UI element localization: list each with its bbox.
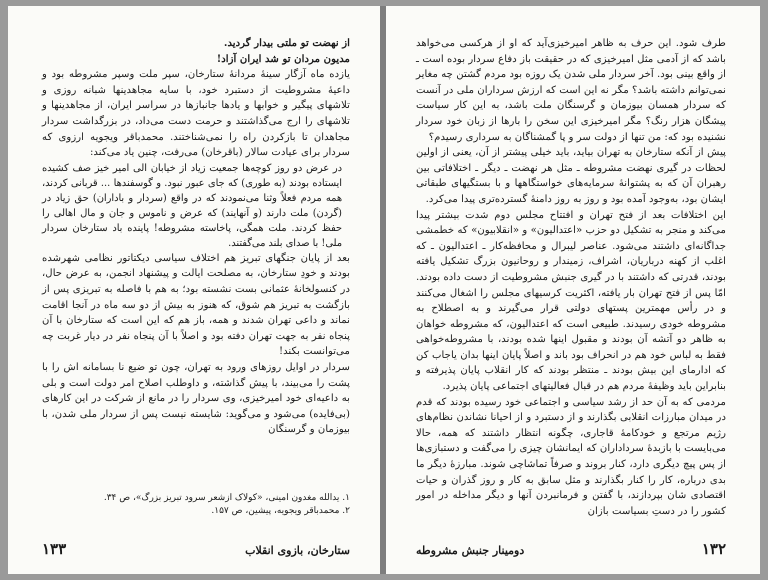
right-page [386,6,760,574]
footnotes [42,492,350,518]
paragraph: بعد از پایان جنگهای تبریز هم اختلاف سیاسی دیکتاتور نظامی شهرشده بودند و خودِ ستارخان، به مصلحت ایالت و پیشنهاد انجمن، به عرض حال، در کنسولخانهٔ عثمانی بست نشسته بود؛ به هم با فاصله به تبریزی پس از بازگشت به تبریز هم شوق، که هنوز به بیش از دو سه ماه در آنجا اقامت نماند و داعی تهران شدند و همه، باز هم که این است که ستارخان با آن پنجاه نفر به جهت تهران دفته بود و اصلاً با آن پنجاه نفر در دیار غربت چه می‌توانست بکند! [42,252,350,358]
footnote: ۱. یدالله مغدون امینی، «کولاک ازشعر سرود تبریز بزرگ»، ص ۳۴. [103,493,350,503]
verse-line: مدیون مردان تو شد ایران آزاد! [216,52,350,65]
page-number: ۱۳۳ [42,540,67,558]
quote-block: در عرض دو روز کوچه‌ها جمعیت زیاد از خیابان الی امیر خیز صف کشیده ایستاده بودند (به طوری) که جای عبور نبود. و گوسفند‌ها ... قربانی کردند، همه مردم فعلاً وثنا می‌نمودند که در واقع (سردار و باداران) حق زیاد در (گردن) ملت دارند (و آنهایند) که عرض و ناموس و جان و مال اهالی را حفظ کردند. ملت همگی، پاخاسته مشروطه! پاینده باد ستارخان سردار ملی! با صدای بلند می‌گفتند. [42,162,342,249]
left-page [8,6,380,574]
verse-block [42,36,350,67]
paragraph: سردار در اوایل روزهای ورود به تهران، چون تو ضیع نا بسامانه اش را با پشت را می‌بیند، با پیش گذاشته، و داوطلب اصلاح امر دولت است و بلی به داعیه‌ای خود امیرخیزی، وی سردار را در مانع از شرکت در این کارهای (بی‌فایده) می‌شود و می‌گوید: شایسته نیست پس از سردار ملی شدن، با بیوزمان و گرسنگان [42,361,350,436]
paragraph: طرف شود. این حرف به ظاهر امیرخیزی‌آید که او از هرکسی می‌خواهد باشد که از آدمی مثل امیرخیزی که در حقیقت باز دفاع سردار بوده است ـ از واقع بینی بود. آخر سردار ملی شدن یک روزه بود مردم گشتن چه مغایر نمی‌توانم داشته باشد؟ مگر نه این است که ارزش سرداران ملی در آنست که سردار همسان بیوزمان و گرسنگان ملت باشد، به این کار سیاست پیشگان هزار رنگ؟ مگر امیرخیزی این سخن را بارها از زبان خود سردار نشنیده بود که: من تنها از دولت سر و پا گمشناگان به سرداری رسیدم؟ [416,38,726,143]
page-footer [416,540,726,558]
paragraph: مردمی که به آن حد از رشد سیاسی و اجتماعی خود رسیده بودند که قدم در میدان مبارزات انقلابی بگذارند و از دستبرد و از احیانا نشاندن نظام‌های رژیم مرتجع و خودکامهٔ قاجاری، چگونه انتظار داشتند که همه، حالا می‌بایست با بازبدهٔ سرداداران که ایمانشان چیزی را می‌گفت و دستبازی‌ها از پس پیچ دیگری دارد، کنار بروند و صرفاً تماشاچی شوند. مبارزهٔ دیگر ما بدی درباره، کار را کنار بگذارند و مثل سابق به کار و روز گذران و حیات اقتصادی شان بپردازند، با گفتن و فرمانبردن آنها و دیگر مداخله در امور کشور را در دستِ بسیاست بازان [416,396,726,517]
paragraph: این اختلافات بعد از فتح تهران و افتتاح مجلس دوم شدت بیشتر پیدا می‌کند و منجر به تشکیل دو حزب «اعتدالیون» و «انقلابیون» که خطمشی جداگانه‌ای داشتند می‌شود. عناصر لیبرال و محافظه‌کار ـ اعتدالیون ـ که اغلب از کهنه درباریان، اشراف، زمیندار و روحانیون بزرگ تشکیل یافته بودند، قدرتی که داشتند با در گیری جنبش مشروطیت از دست داده بودند. امّا پس از فتح تهران بار یافته، اکثریت کرسیهای مجلس را اشغال می‌کنند و در رأس مهمترین پستهای دولتی قرار می‌گیرند و به اصطلاح به مشروطه خودی رسیدند. طبیعی است که اعتدالیون، که مشروطه خواهان به ظاهر دو آتشه آن بودند و مقبول اینها شده بودند، با مشروطه‌خواهی فقط به لباس خود هم در انحراف بود باند و اصلاً پایان اینها بدان یاجاب کن که ادارمای این بیش بودند ـ منتظر بودند که کار انقلاب پایان پذیرفته و بنابراین باید وظیفهٔ مردم هم در قبال فعالیتهای اجتماعی پایان پذیرد. [416,209,726,393]
footnote: ۲. محمدباقر ویجویه، پیشین، ص ۱۵۷. [211,506,350,516]
running-title: دومینار جنبش مشروطه [416,544,525,557]
page-number: ۱۳۲ [701,540,726,558]
verse-line: از نهضت تو ملتی بیدار گردید. [223,37,350,49]
paragraph: یازده ماه آزگار سینهٔ مردانهٔ ستارخان، سپر ملت وسپر مشروطه بود و داعیهٔ مشروطیت از دستبرد خود، با سایه مجاهدینها شبانه روزی و تلاشهای پیگیر و خوابها و یادها جانبازها در سراسر ایران، از مجاهدینها و تلاشهای را ارج می‌گذاشتند و حرمت دست می‌داد، در بزرگداشت سردار مجاهدان تا بازکردن راه را نمی‌شناختند. محمدباقر ویجویه ارزوی که سردار برای عیادت سالار (باقرخان) می‌رفت، چنین یاد می‌کند: [42,69,350,159]
page-footer [42,540,350,558]
running-title: ستارخان، بازوی انقلاب [245,544,350,557]
paragraph: پیش از آنکه ستارخان به تهران بیاید، باید خیلی پیشتر از آن، یعنی از اولین لحظات در گیری نهضت مشروطه ـ مثل هر نهضت ـ دیگر ـ اختلافاتی بین رهبران آن که به پشتوانهٔ سرمایه‌های خواستگاهها و با بستگیهای طبقاتی ایشان بود، به‌وجود آمده بود و روز به روز دامنهٔ گسترده‌تری پیدا می‌کرد. [416,147,726,205]
